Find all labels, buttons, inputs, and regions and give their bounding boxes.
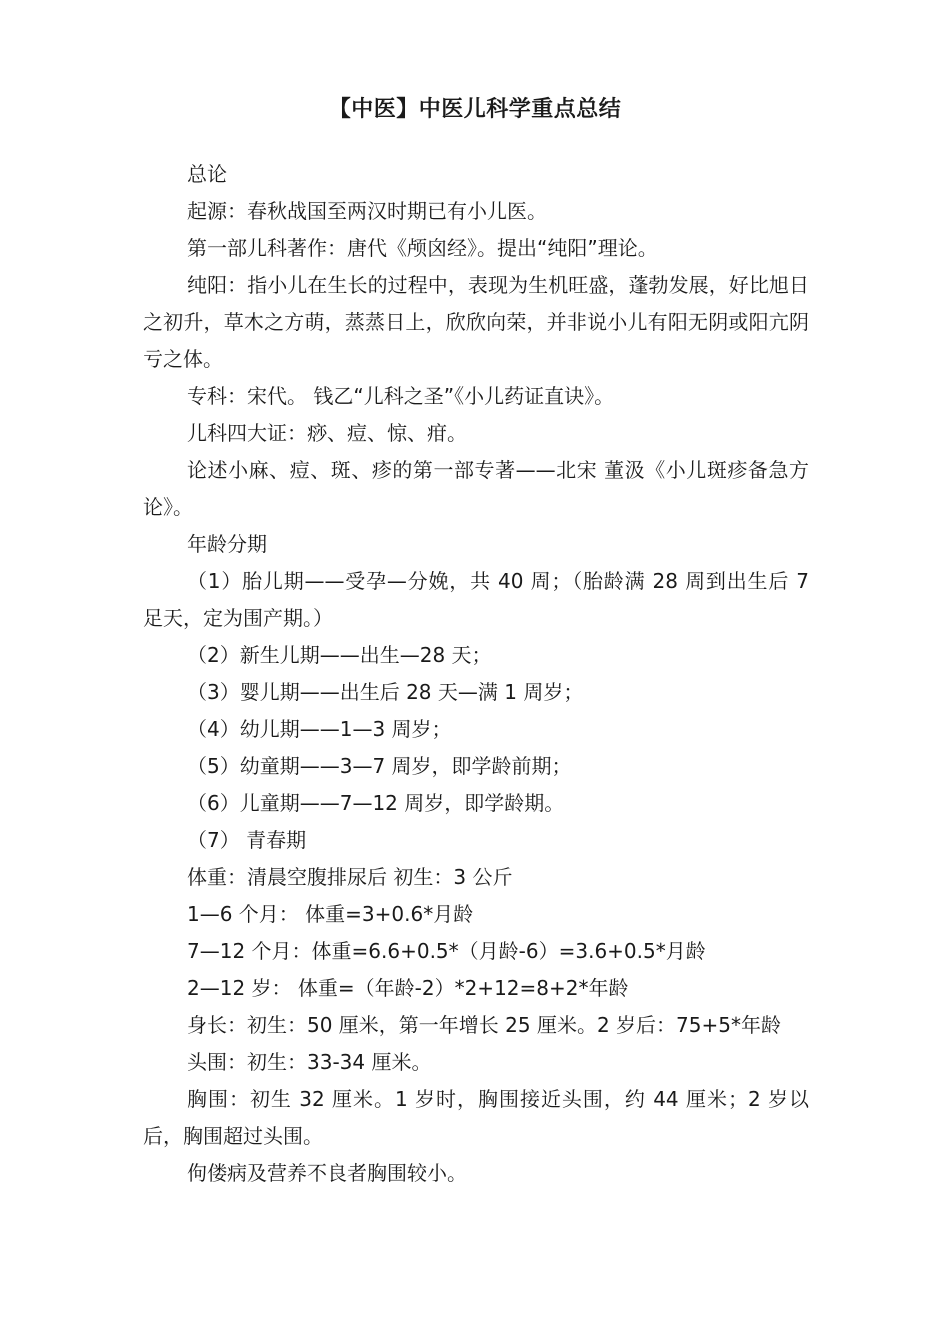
paragraph-stage-toddler: （4）幼儿期——1—3 周岁；: [187, 717, 452, 741]
document-body: [143, 156, 809, 1192]
paragraph-stage-infant: （3）婴儿期——出生后 28 天—满 1 周岁；: [187, 680, 584, 704]
paragraph-stage-preschool: （5）幼童期——3—7 周岁，即学龄前期；: [187, 754, 572, 778]
paragraph-first-monograph: 论述小麻、痘、斑、疹的第一部专著——北宋 董汲《小儿斑疹备急方论》。: [143, 458, 809, 519]
paragraph-weight: 体重：清晨空腹排尿后 初生：3 公斤: [187, 865, 513, 889]
paragraph-stage-fetal: （1）胎儿期——受孕—分娩，共 40 周；（胎龄满 28 周到出生后 7 足天，定为围产期。）: [143, 569, 809, 630]
paragraph-stage-neonatal: （2）新生儿期——出生—28 天；: [187, 643, 492, 667]
paragraph-head-circumference: 头围：初生：33-34 厘米。: [187, 1050, 432, 1074]
paragraph-age-stages-heading: 年龄分期: [187, 532, 267, 556]
paragraph-chunyang: 纯阳：指小儿在生长的过程中，表现为生机旺盛，蓬勃发展，好比旭日之初升，草木之方萌，蒸蒸日上，欣欣向荣，并非说小儿有阳无阴或阳亢阴亏之体。: [143, 273, 809, 371]
paragraph-weight-7-12: 7—12 个月：体重=6.6+0.5*（月龄-6）=3.6+0.5*月龄: [187, 939, 706, 963]
paragraph-stage-school: （6）儿童期——7—12 周岁，即学龄期。: [187, 791, 565, 815]
paragraph-first-work: 第一部儿科著作：唐代《颅囟经》。提出“纯阳”理论。: [187, 236, 658, 260]
paragraph-origin: 起源：春秋战国至两汉时期已有小儿医。: [187, 199, 547, 223]
paragraph-overview: 总论: [187, 162, 227, 186]
paragraph-height: 身长：初生：50 厘米，第一年增长 25 厘米。2 岁后：75+5*年龄: [187, 1013, 781, 1037]
paragraph-chest-note: 佝偻病及营养不良者胸围较小。: [187, 1161, 467, 1185]
document-title: 【中医】中医儿科学重点总结: [328, 97, 622, 122]
paragraph-weight-2-12y: 2—12 岁： 体重=（年龄-2）*2+12=8+2*年龄: [187, 976, 629, 1000]
paragraph-chest-circumference: 胸围：初生 32 厘米。1 岁时，胸围接近头围，约 44 厘米；2 岁以后，胸围超过头围。: [143, 1087, 809, 1148]
paragraph-specialty: 专科：宋代。 钱乙“儿科之圣”《小儿药证直诀》。: [187, 384, 615, 408]
paragraph-four-syndromes: 儿科四大证：痧、痘、惊、疳。: [187, 421, 467, 445]
paragraph-stage-adolescence: （7） 青春期: [187, 828, 307, 852]
paragraph-weight-1-6: 1—6 个月： 体重=3+0.6*月龄: [187, 902, 474, 926]
